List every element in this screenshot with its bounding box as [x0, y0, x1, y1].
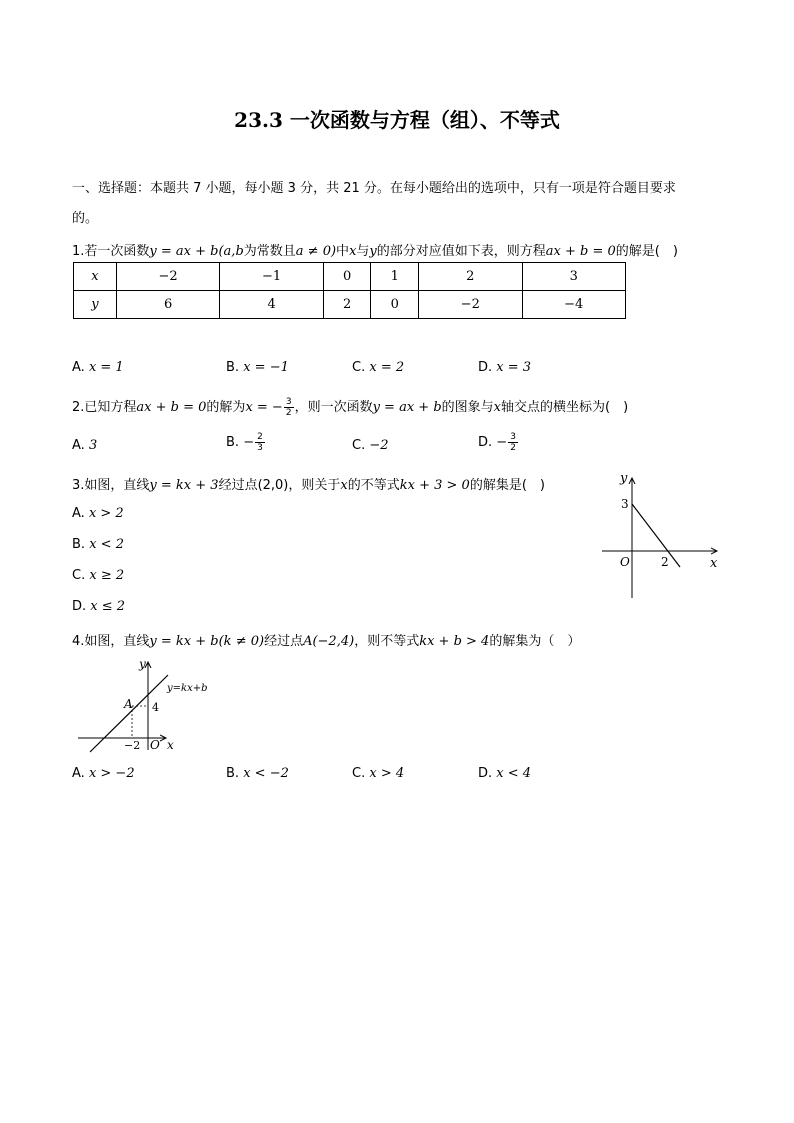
option-value: x ≥ 2	[89, 568, 125, 583]
q4-text-c: ，则不等式	[354, 634, 420, 649]
q1-text-b: 为常数且	[243, 244, 296, 259]
table-cell: 1	[371, 263, 419, 291]
option-fraction	[508, 432, 518, 453]
question-2-stem	[72, 396, 628, 418]
option-letter: B.	[226, 766, 240, 781]
table-row	[74, 291, 626, 319]
question-1-stem	[72, 240, 678, 259]
q2-expr1: ax + b = 0	[136, 400, 207, 415]
option-value: x > −2	[88, 766, 135, 781]
section-header-line2: 的。	[72, 211, 99, 226]
table-row	[74, 263, 626, 291]
q4-text-b: 经过点	[264, 634, 304, 649]
option-value: −2	[369, 438, 389, 453]
question-3-stem	[72, 474, 545, 493]
q1-option-d[interactable]	[478, 360, 531, 375]
y-intercept-label: 3	[621, 497, 629, 511]
option-letter: C.	[352, 360, 366, 375]
option-value: x = 3	[496, 360, 532, 375]
q4-expr2: A(−2,4)	[303, 634, 355, 649]
table-cell: −4	[522, 291, 626, 319]
point-y-label: 4	[152, 701, 159, 714]
q3-option-c[interactable]	[72, 568, 124, 583]
section-header-line1: 一、选择题：本题共 7 小题，每小题 3 分，共 21 分。在每小题给出的选项中，只有一项是符合题目要求	[72, 181, 676, 196]
table-cell: −2	[116, 263, 219, 291]
table-cell: 6	[116, 291, 219, 319]
option-fraction	[255, 432, 265, 453]
y-axis-label: y	[139, 657, 146, 671]
option-letter: A.	[72, 438, 85, 453]
q3-expr1: y = kx + 3	[149, 478, 219, 493]
fraction-denominator: 2	[510, 443, 516, 453]
option-value: x < −2	[243, 766, 289, 781]
q1-text-d: 与	[356, 244, 370, 259]
q1-expr3: ax + b = 0	[545, 244, 616, 259]
point-a-label: A	[124, 697, 133, 711]
table-cell: 3	[522, 263, 626, 291]
option-letter: A.	[72, 506, 85, 521]
option-letter: D.	[72, 599, 87, 614]
table-cell: 4	[220, 291, 323, 319]
q4-option-d[interactable]	[478, 766, 531, 781]
table-row-label-x: x	[74, 263, 117, 291]
table-cell: 0	[371, 291, 419, 319]
q2-text-d: 的图象与	[441, 400, 494, 415]
fraction-denominator: 3	[257, 443, 263, 453]
q2-var-x: x	[493, 400, 501, 415]
line-equation-label: y=kx+b	[167, 683, 208, 694]
fraction-denominator: 2	[285, 408, 292, 418]
line-graph	[632, 504, 680, 567]
table-row-label-y: y	[74, 291, 117, 319]
option-letter: D.	[478, 766, 493, 781]
table-cell: 0	[323, 263, 371, 291]
page-title: 23.3 一次函数与方程（组）、不等式	[234, 108, 560, 132]
q2-option-b[interactable]	[226, 432, 266, 453]
point-x-label: −2	[124, 739, 141, 752]
option-value: x = 2	[369, 360, 405, 375]
option-value: x = −1	[243, 360, 289, 375]
question-number: 3.	[72, 478, 85, 493]
q4-option-c[interactable]	[352, 766, 404, 781]
q1-var-x: x	[349, 244, 357, 259]
q4-graph	[74, 656, 214, 756]
origin-label: O	[150, 738, 160, 752]
q1-text-c: 中	[336, 244, 350, 259]
q2-expr3: y = ax + b	[372, 400, 442, 415]
option-value: x ≤ 2	[90, 599, 126, 614]
x-intercept-label: 2	[661, 555, 669, 569]
q1-option-a[interactable]	[72, 360, 124, 375]
q3-var-x: x	[340, 478, 348, 493]
q1-text-f: 的解是( )	[615, 244, 678, 259]
q3-option-a[interactable]	[72, 506, 124, 521]
q3-text-a: 如图，直线	[84, 478, 150, 493]
table-cell: 2	[419, 263, 522, 291]
option-value: x = 1	[88, 360, 124, 375]
q1-expr2: a ≠ 0)	[295, 244, 337, 259]
option-value: x < 4	[496, 766, 532, 781]
option-letter: B.	[72, 537, 86, 552]
q2-option-d[interactable]	[478, 432, 519, 453]
q4-text-a: 如图，直线	[84, 634, 150, 649]
q3-expr2: kx + 3 > 0	[399, 478, 470, 493]
table-cell: 2	[323, 291, 371, 319]
option-letter: D.	[478, 360, 493, 375]
x-axis-label: x	[710, 556, 718, 571]
q3-text-c: 的不等式	[347, 478, 400, 493]
q2-expr2: x = −	[245, 400, 283, 415]
y-axis-label: y	[620, 471, 628, 486]
option-letter: D.	[478, 435, 493, 450]
q3-text-d: 的解集是( )	[469, 478, 545, 493]
q2-option-c[interactable]	[352, 438, 389, 453]
q1-option-b[interactable]	[226, 360, 289, 375]
question-number: 1.	[72, 244, 85, 259]
q3-text-b: 经过点(2,0)，则关于	[218, 478, 341, 493]
question-number: 4.	[72, 634, 85, 649]
q2-option-a[interactable]	[72, 438, 97, 453]
option-value: −	[496, 435, 508, 450]
question-number: 2.	[72, 400, 85, 415]
q2-text-e: 轴交点的横坐标为( )	[501, 400, 629, 415]
q3-graph	[596, 468, 726, 602]
x-axis-label: x	[167, 738, 174, 752]
q3-option-d[interactable]	[72, 599, 125, 614]
option-letter: A.	[72, 360, 85, 375]
q3-option-b[interactable]	[72, 537, 124, 552]
q4-option-a[interactable]	[72, 766, 135, 781]
option-value: −	[243, 435, 255, 450]
q2-text-b: 的解为	[206, 400, 246, 415]
q4-option-b[interactable]	[226, 766, 289, 781]
fraction-numerator: 3	[510, 432, 516, 442]
table-cell: −2	[419, 291, 522, 319]
q1-text-e: 的部分对应值如下表，则方程	[376, 244, 546, 259]
option-value: x > 2	[88, 506, 124, 521]
origin-label: O	[620, 555, 630, 569]
option-letter: B.	[226, 360, 240, 375]
section-header	[72, 174, 722, 234]
value-table	[73, 262, 626, 319]
q1-var-y: y	[369, 244, 377, 259]
option-letter: A.	[72, 766, 85, 781]
q1-text-a: 若一次函数	[84, 244, 150, 259]
q2-text-a: 已知方程	[84, 400, 137, 415]
option-letter: C.	[72, 568, 86, 583]
option-value: x > 4	[369, 766, 405, 781]
q4-expr1: y = kx + b(k ≠ 0)	[149, 634, 265, 649]
q1-option-c[interactable]	[352, 360, 404, 375]
option-value: x < 2	[89, 537, 124, 552]
table-cell: −1	[220, 263, 323, 291]
question-4-stem	[72, 630, 580, 649]
q2-text-c: ，则一次函数	[294, 400, 373, 415]
option-letter: C.	[352, 766, 366, 781]
option-letter: C.	[352, 438, 366, 453]
q2-fraction	[284, 397, 294, 418]
q1-expr1: y = ax + b(a,b	[149, 244, 244, 259]
option-letter: B.	[226, 435, 240, 450]
option-value: 3	[88, 438, 98, 453]
fraction-numerator: 3	[285, 397, 292, 407]
q4-text-d: 的解集为（ ）	[489, 634, 581, 649]
q4-expr3: kx + b > 4	[419, 634, 490, 649]
fraction-numerator: 2	[257, 432, 263, 442]
